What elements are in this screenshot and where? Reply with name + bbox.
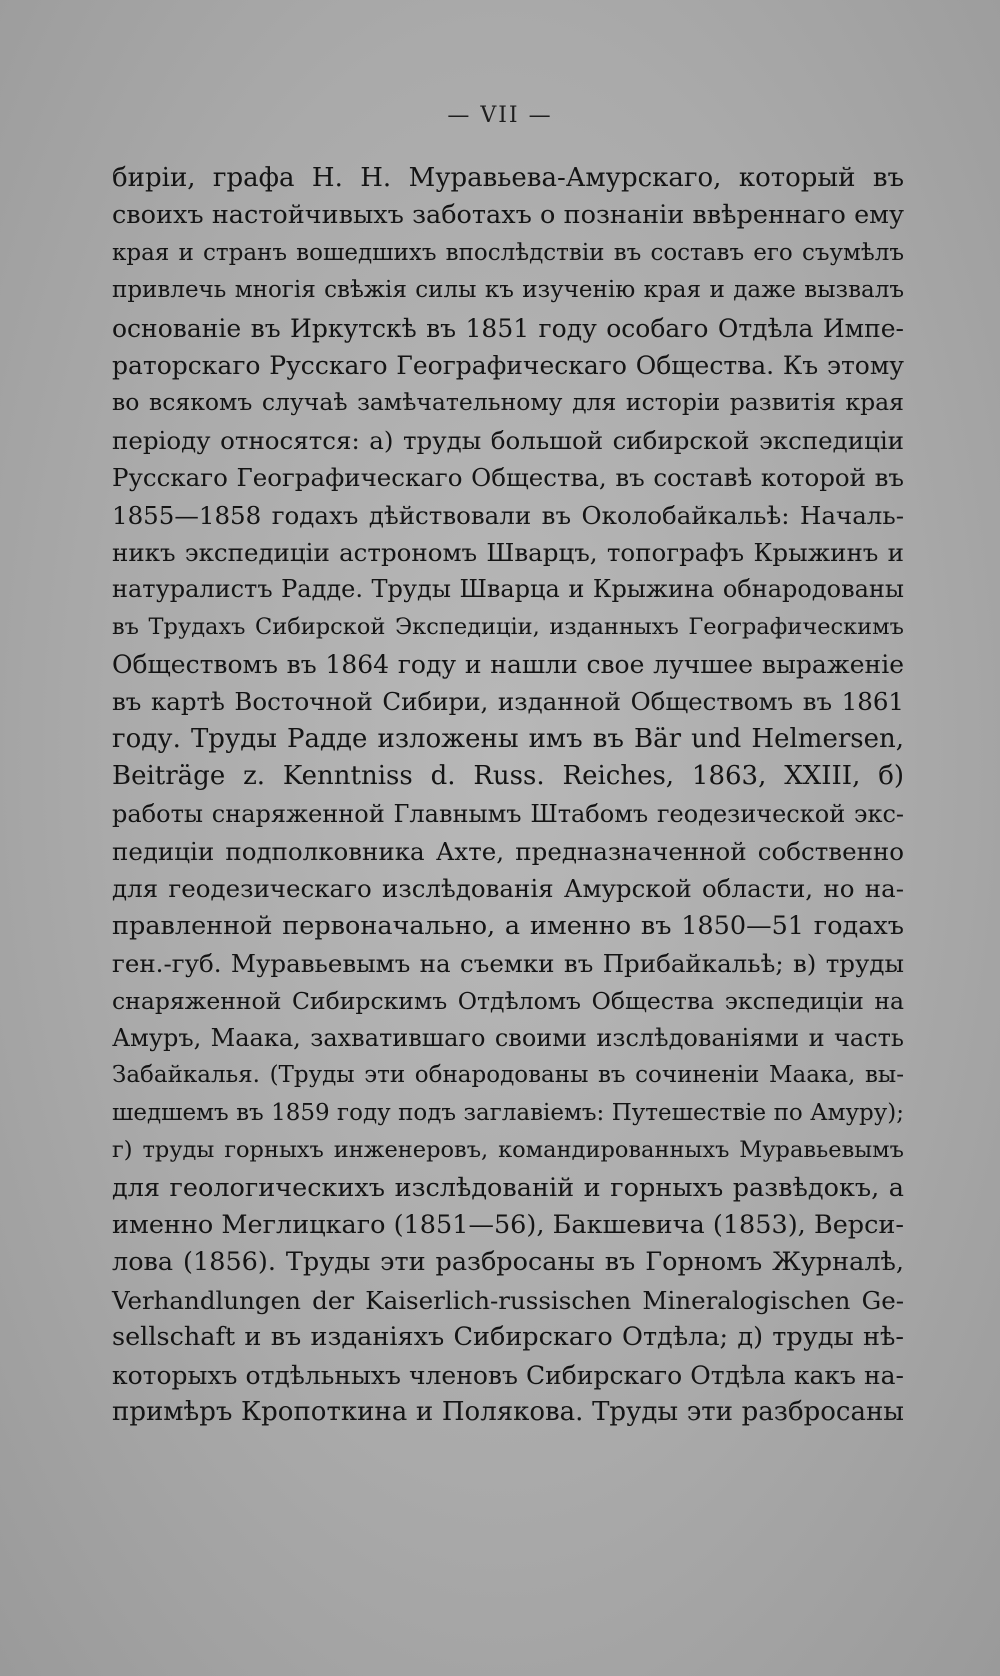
- text-line: именно Меглицкаго (1851—56), Бакшевича (1853), Верси-: [112, 1209, 904, 1240]
- text-line: году. Труды Радде изложены имъ въ Bär und Helmersen,: [112, 723, 904, 754]
- page-number: — VII —: [447, 103, 553, 128]
- text-line: педиціи подполковника Ахте, предназначенной собственно: [112, 837, 904, 867]
- text-line: примѣръ Кропоткина и Полякова. Труды эти разбросаны: [112, 1396, 904, 1427]
- text-line: шедшемъ въ 1859 году подъ заглавіемъ: Путешествіе по Амуру);: [112, 1099, 904, 1126]
- text-line: лова (1856). Труды эти разбросаны въ Горномъ Журналѣ,: [112, 1247, 904, 1278]
- text-line: 1855—1858 годахъ дѣйствовали въ Околобайкальѣ: Началь-: [112, 500, 904, 530]
- text-line: Verhandlungen der Kaiserlich-russischen Mineralogischen Ge-: [112, 1285, 904, 1315]
- text-line: sellschaft и въ изданіяхъ Сибирскаго Отдѣла; д) труды нѣ-: [112, 1322, 904, 1353]
- text-line: г) труды горныхъ инженеровъ, командированныхъ Муравьевымъ: [112, 1137, 904, 1164]
- text-line: раторскаго Русскаго Географическаго Общества. Къ этому: [112, 350, 904, 380]
- text-line: Beiträge z. Kenntniss d. Russ. Reiches, 1863, XXIII, б): [112, 761, 904, 792]
- text-line: работы снаряженной Главнымъ Штабомъ геодезической экс-: [112, 799, 904, 828]
- text-line: Обществомъ въ 1864 году и нашли свое лучшее выраженіе: [112, 650, 904, 680]
- text-line: никъ экспедиціи астрономъ Шварцъ, топографъ Крыжинъ и: [112, 537, 904, 567]
- text-line: натуралистъ Радде. Труды Шварца и Крыжина обнародованы: [112, 575, 904, 604]
- text-line: Русскаго Географическаго Общества, въ составѣ которой въ: [112, 463, 904, 493]
- text-line: во всякомъ случаѣ замѣчательному для исторіи развитія края: [112, 388, 904, 417]
- text-line: въ Трудахъ Сибирской Экспедиціи, изданныхъ Географическимъ: [112, 613, 904, 640]
- text-line: ген.-губ. Муравьевымъ на съемки въ Прибайкальѣ; в) труды: [112, 949, 904, 979]
- text-line: снаряженной Сибирскимъ Отдѣломъ Общества экспедиціи на: [112, 986, 904, 1015]
- text-line: для геодезическаго изслѣдованія Амурской области, но на-: [112, 874, 904, 904]
- text-line: Забайкалья. (Труды эти обнародованы въ сочиненіи Маака, вы-: [112, 1062, 904, 1089]
- text-line: Амуръ, Маака, захватившаго своими изслѣдованіями и часть: [112, 1023, 904, 1052]
- text-line: своихъ настойчивыхъ заботахъ о познаніи ввѣреннаго ему: [112, 200, 904, 231]
- text-line: края и странъ вошедшихъ впослѣдствіи въ составъ его съумѣлъ: [112, 239, 904, 266]
- text-line: правленной первоначально, а именно въ 1850—51 годахъ: [112, 910, 904, 941]
- text-line: привлечь многія свѣжія силы къ изученію края и даже вызвалъ: [112, 277, 904, 304]
- text-line: для геологическихъ изслѣдованій и горныхъ развѣдокъ, а: [112, 1172, 904, 1203]
- text-line: биріи, графа Н. Н. Муравьева-Амурскаго, который въ: [112, 163, 904, 193]
- text-line: основаніе въ Иркутскѣ въ 1851 году особаго Отдѣла Импе-: [112, 313, 904, 343]
- text-line: въ картѣ Восточной Сибири, изданной Обществомъ въ 1861: [112, 687, 904, 717]
- text-line: которыхъ отдѣльныхъ членовъ Сибирскаго Отдѣла какъ на-: [112, 1360, 904, 1390]
- body-text: [112, 160, 904, 1431]
- text-line: періоду относятся: а) труды большой сибирской экспедиціи: [112, 425, 904, 455]
